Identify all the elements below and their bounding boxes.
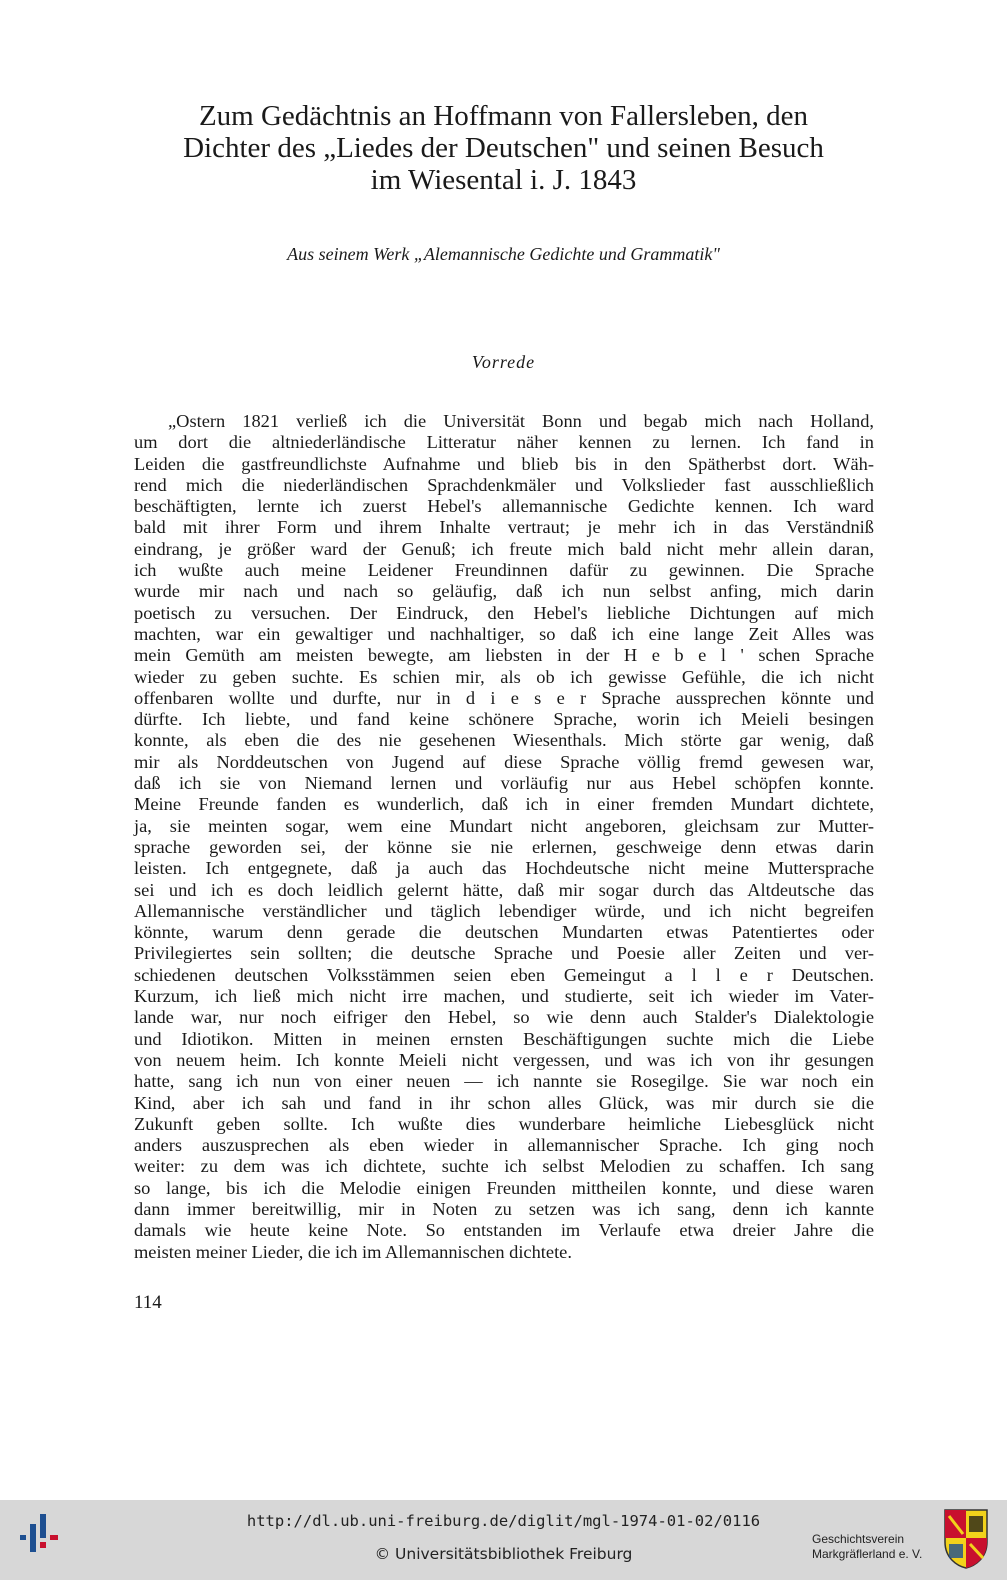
body-line: wieder zu geben suchte. Es schien mir, als ob ich gewisse Gefühle, die ich nicht: [134, 666, 874, 687]
body-line: anders auszusprechen als eben wieder in allemannischer Sprache. Ich ging noch: [134, 1135, 874, 1156]
body-line: poetisch zu versuchen. Der Eindruck, den Hebel's liebliche Dichtungen auf mich: [134, 602, 874, 623]
body-line: machten, war ein gewaltiger und nachhaltiger, so daß ich eine lange Zeit Alles was: [134, 623, 874, 644]
body-line: Allemannische verständlicher und täglich lebendiger würde, und ich nicht begreifen: [134, 900, 874, 921]
page-number: 114: [134, 1292, 162, 1313]
body-line: Meine Freunde fanden es wunderlich, daß ich in einer fremden Mundart dichtete,: [134, 794, 874, 815]
body-line: dann immer bereitwillig, mir in Noten zu setzen was ich sang, denn ich kannte: [134, 1198, 874, 1219]
body-line: Kurzum, ich ließ mich nicht irre machen, und studierte, seit ich wieder im Vater-: [134, 986, 874, 1007]
title-line: Dichter des „Liedes der Deutschen" und seinen Besuch: [183, 132, 824, 164]
body-line: um dort die altniederländische Litteratur näher kennen zu lernen. Ich fand in: [134, 432, 874, 453]
document-subtitle: Aus seinem Werk „Alemannische Gedichte und Grammatik": [287, 244, 720, 264]
body-line: konnte, als eben die des nie gesehenen Wiesenthals. Mich störte gar wenig, daß: [134, 730, 874, 751]
body-line: weiter: zu dem was ich dichtete, suchte ich selbst Melodien zu schaffen. Ich sang: [134, 1156, 874, 1177]
body-line: meisten meiner Lieder, die ich im Allemannischen dichtete.: [134, 1241, 572, 1262]
body-line: eindrang, je größer ward der Genuß; ich freute mich bald nicht mehr allein daran,: [134, 538, 874, 559]
body-line: ich wußte auch meine Leidener Freundinnen dafür zu gewinnen. Die Sprache: [134, 560, 874, 581]
body-line: Leiden die gastfreundlichste Aufnahme und blieb bis in den Spätherbst dort. Wäh-: [134, 453, 874, 474]
body-line: sei und ich es doch leidlich gelernt hätte, daß mir sogar durch das Altdeutsche das: [134, 879, 874, 900]
footer-bar: [0, 1500, 1007, 1580]
body-line: „Ostern 1821 verließ ich die Universität Bonn und begab mich nach Holland,: [168, 411, 874, 431]
title-line: im Wiesental i. J. 1843: [370, 164, 637, 196]
body-line: von neuem heim. Ich konnte Meieli nicht vergessen, und was ich von ihr gesungen: [134, 1049, 874, 1070]
society-name-line: Geschichtsverein: [812, 1532, 905, 1546]
body-line: könnte, warum denn gerade die deutschen Mundarten etwas Patentiertes oder: [134, 922, 874, 943]
body-line: sprache geworden sei, der könne sie nie erlernen, geschweige denn etwas darin: [134, 836, 874, 857]
body-line: ja, sie meinten sogar, wem eine Mundart nicht angeboren, gleichsam zur Mutter-: [134, 815, 874, 836]
society-name: [812, 1532, 922, 1562]
body-line: lande war, nur noch eifriger den Hebel, so wie denn auch Stalder's Dialektologie: [134, 1007, 874, 1028]
copyright-text: © Universitätsbibliothek Freiburg: [374, 1545, 633, 1563]
body-line: mir als Norddeutschen von Jugend auf diese Sprache völlig fremd gewesen war,: [134, 751, 874, 772]
coat-of-arms-icon[interactable]: [943, 1508, 989, 1570]
body-line: mein Gemüth am meisten bewegte, am liebsten in der H e b e l ' schen Sprache: [134, 645, 874, 666]
body-line: und Idiotikon. Mitten in meinen ernsten Beschäftigungen suchte mich die Liebe: [134, 1028, 874, 1049]
body-line: damals wie heute keine Note. So entstanden im Verlaufe etwa dreier Jahre die: [134, 1220, 874, 1241]
title-line: Zum Gedächtnis an Hoffmann von Fallersleben, den: [198, 100, 809, 132]
body-line: offenbaren wollte und durfte, nur in d i e s e r Sprache aussprechen könnte und: [134, 687, 874, 708]
body-line: wurde mir nach und nach so geläufig, daß ich nun selbst anfing, mich darin: [134, 581, 874, 602]
source-url-link[interactable]: http://dl.ub.uni-freiburg.de/diglit/mgl-1974-01-02/0116: [246, 1512, 761, 1530]
body-line: Kind, aber ich sah und fand in ihr schon alles Glück, was mir durch sie die: [134, 1092, 874, 1113]
body-line: daß ich sie von Niemand lernen und vorläufig nur aus Hebel schöpfen konnte.: [134, 773, 874, 794]
body-text: [134, 411, 874, 1263]
section-heading: Vorrede: [471, 352, 536, 372]
body-line: rend mich die niederländischen Sprachdenkmäler und Volkslieder fast ausschließlich: [134, 474, 874, 495]
society-name-line: Markgräflerland e. V.: [812, 1547, 923, 1561]
body-line: schiedenen deutschen Volksstämmen seien eben Gemeingut a l l e r Deutschen.: [134, 964, 874, 985]
body-line: Zukunft geben sollte. Ich wußte dies wunderbare heimliche Liebesglück nicht: [134, 1113, 874, 1134]
body-line: hatte, sang ich nun von einer neuen — ich nannte sie Rosegilge. Sie war noch ein: [134, 1071, 874, 1092]
body-line: Privilegiertes sein sollten; die deutsche Sprache und Poesie aller Zeiten und ver-: [134, 943, 874, 964]
document-title: [100, 100, 907, 196]
body-line: so lange, bis ich die Melodie einigen Freunden mittheilen konnte, und diese waren: [134, 1177, 874, 1198]
body-line: leisten. Ich entgegnete, daß ja auch das Hochdeutsche nicht meine Muttersprache: [134, 858, 874, 879]
body-line: dürfte. Ich liebte, und fand keine schönere Sprache, worin ich Meieli besingen: [134, 709, 874, 730]
body-line: bald mit ihrer Form und ihrem Inhalte vertraut; je mehr ich in das Verständniß: [134, 517, 874, 538]
body-line: beschäftigten, lernte ich zuerst Hebel's allemannische Gedichte kennen. Ich ward: [134, 496, 874, 517]
